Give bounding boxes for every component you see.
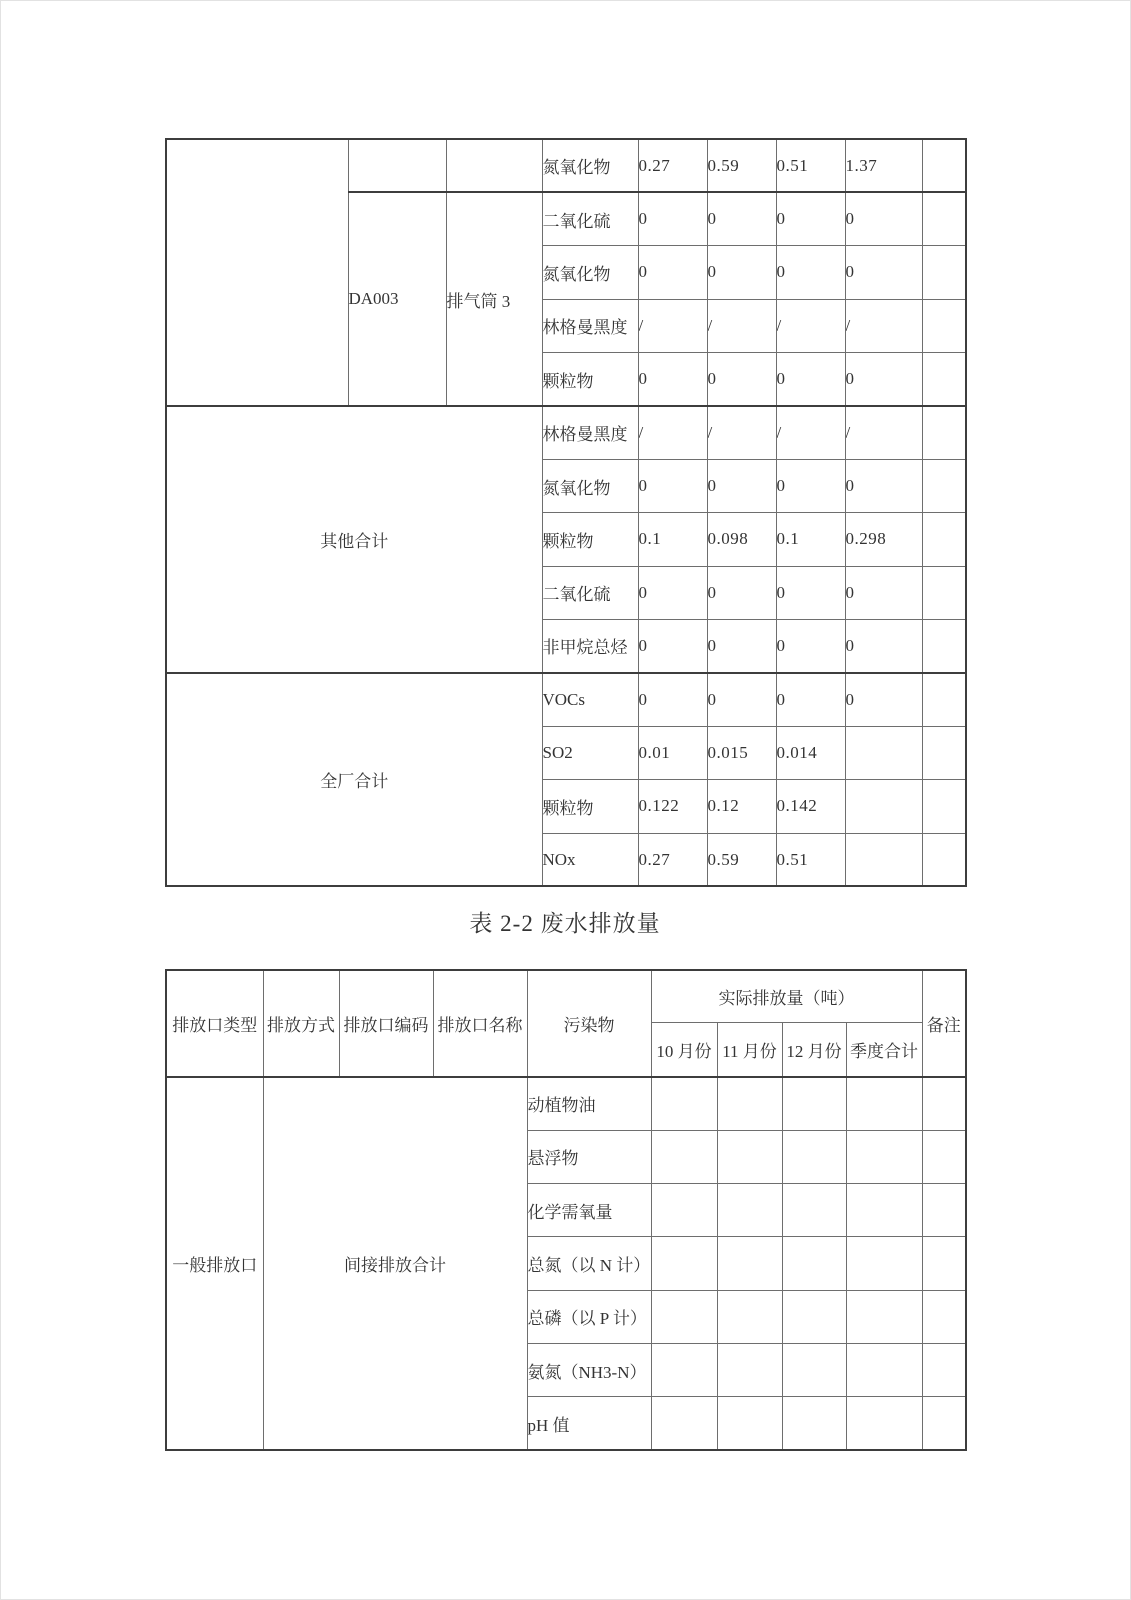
value-cell-3: / xyxy=(776,406,845,459)
value-cell-1: 0 xyxy=(638,459,707,512)
value-cell-1 xyxy=(651,1237,717,1290)
header-month-3: 12 月份 xyxy=(782,1022,846,1077)
value-cell-3: 0.51 xyxy=(776,833,845,886)
value-cell-1 xyxy=(651,1290,717,1343)
header-month-4: 季度合计 xyxy=(846,1022,922,1077)
pollutant-cell: 总磷（以 P 计） xyxy=(527,1290,651,1343)
value-cell-3: 0 xyxy=(776,246,845,299)
value-cell-2: 0 xyxy=(707,566,776,619)
value-cell-2: 0.015 xyxy=(707,726,776,779)
value-cell-1 xyxy=(651,1077,717,1130)
note-cell xyxy=(922,566,966,619)
value-cell-4: 0 xyxy=(845,620,922,673)
pollutant-cell: 非甲烷总烃 xyxy=(542,620,638,673)
pollutant-cell: 氮氧化物 xyxy=(542,246,638,299)
value-cell-2 xyxy=(717,1237,782,1290)
value-cell-3 xyxy=(782,1184,846,1237)
note-cell xyxy=(922,726,966,779)
value-cell-4: 0 xyxy=(845,353,922,406)
value-cell-1 xyxy=(651,1130,717,1183)
note-cell xyxy=(922,1290,966,1343)
value-cell-2 xyxy=(717,1130,782,1183)
value-cell-2: 0.59 xyxy=(707,139,776,192)
note-cell xyxy=(922,620,966,673)
value-cell-3: 0.1 xyxy=(776,513,845,566)
pollutant-cell: 化学需氧量 xyxy=(527,1184,651,1237)
pollutant-cell: VOCs xyxy=(542,673,638,726)
pollutant-cell: pH 值 xyxy=(527,1397,651,1450)
outlet-code-cell: DA003 xyxy=(348,192,446,406)
value-cell-4: 0 xyxy=(845,459,922,512)
value-cell-4 xyxy=(846,1237,922,1290)
value-cell-1: 0.27 xyxy=(638,139,707,192)
value-cell-2 xyxy=(717,1077,782,1130)
plant-total-label-cell: 全厂合计 xyxy=(166,673,542,887)
value-cell-4 xyxy=(845,726,922,779)
note-cell xyxy=(922,1397,966,1450)
value-cell-1 xyxy=(651,1397,717,1450)
pollutant-cell: 总氮（以 N 计） xyxy=(527,1237,651,1290)
value-cell-1 xyxy=(651,1343,717,1396)
note-cell xyxy=(922,513,966,566)
header-note: 备注 xyxy=(922,970,966,1077)
value-cell-1: 0 xyxy=(638,673,707,726)
value-cell-2 xyxy=(717,1397,782,1450)
header-outlet-code: 排放口编码 xyxy=(339,970,433,1077)
value-cell-4 xyxy=(846,1397,922,1450)
note-cell xyxy=(922,673,966,726)
value-cell-2 xyxy=(717,1184,782,1237)
value-cell-1: 0 xyxy=(638,353,707,406)
note-cell xyxy=(922,1077,966,1130)
pollutant-cell: 二氧化硫 xyxy=(542,566,638,619)
value-cell-3 xyxy=(782,1397,846,1450)
header-outlet-name: 排放口名称 xyxy=(433,970,527,1077)
value-cell-3 xyxy=(782,1077,846,1130)
value-cell-2: 0 xyxy=(707,459,776,512)
value-cell-3: 0 xyxy=(776,673,845,726)
pollutant-cell: 氮氧化物 xyxy=(542,139,638,192)
value-cell-4: / xyxy=(845,406,922,459)
note-cell xyxy=(922,353,966,406)
note-cell xyxy=(922,459,966,512)
header-actual-amount-group: 实际排放量（吨） xyxy=(651,970,922,1022)
value-cell-3: 0 xyxy=(776,620,845,673)
value-cell-4: / xyxy=(845,299,922,352)
table-row xyxy=(166,139,966,192)
value-cell-2: 0.12 xyxy=(707,780,776,833)
value-cell-3: 0 xyxy=(776,459,845,512)
pollutant-cell: 二氧化硫 xyxy=(542,192,638,245)
header-outlet-type: 排放口类型 xyxy=(166,970,263,1077)
pollutant-cell: 动植物油 xyxy=(527,1077,651,1130)
value-cell-4: 1.37 xyxy=(845,139,922,192)
note-cell xyxy=(922,1237,966,1290)
note-cell xyxy=(922,833,966,886)
outlet-type-cell xyxy=(166,139,348,406)
header-month-1: 10 月份 xyxy=(651,1022,717,1077)
note-cell xyxy=(922,1184,966,1237)
outlet-name-cell xyxy=(446,139,542,192)
table-row xyxy=(166,673,966,726)
outlet-name-cell: 排气筒 3 xyxy=(446,192,542,406)
value-cell-3 xyxy=(782,1130,846,1183)
value-cell-3: 0.142 xyxy=(776,780,845,833)
value-cell-2 xyxy=(717,1343,782,1396)
other-total-label-cell: 其他合计 xyxy=(166,406,542,673)
value-cell-2: 0 xyxy=(707,192,776,245)
value-cell-4 xyxy=(846,1130,922,1183)
value-cell-4 xyxy=(845,780,922,833)
waste-gas-table xyxy=(165,138,967,887)
pollutant-cell: 氨氮（NH3-N） xyxy=(527,1343,651,1396)
outlet-code-cell xyxy=(348,139,446,192)
note-cell xyxy=(922,192,966,245)
outlet-type-cell: 一般排放口 xyxy=(166,1077,263,1450)
value-cell-3 xyxy=(782,1237,846,1290)
note-cell xyxy=(922,139,966,192)
value-cell-1: / xyxy=(638,406,707,459)
discharge-total-cell: 间接排放合计 xyxy=(263,1077,527,1450)
value-cell-3: 0.51 xyxy=(776,139,845,192)
value-cell-4 xyxy=(845,833,922,886)
value-cell-4: 0 xyxy=(845,246,922,299)
pollutant-cell: 氮氧化物 xyxy=(542,459,638,512)
pollutant-cell: NOx xyxy=(542,833,638,886)
value-cell-4 xyxy=(846,1077,922,1130)
value-cell-3: 0 xyxy=(776,353,845,406)
value-cell-1: 0 xyxy=(638,566,707,619)
value-cell-2: 0.59 xyxy=(707,833,776,886)
header-pollutant: 污染物 xyxy=(527,970,651,1077)
value-cell-1: 0 xyxy=(638,192,707,245)
pollutant-cell: 颗粒物 xyxy=(542,513,638,566)
value-cell-4: 0 xyxy=(845,566,922,619)
value-cell-1: / xyxy=(638,299,707,352)
value-cell-4 xyxy=(846,1343,922,1396)
value-cell-2: / xyxy=(707,406,776,459)
note-cell xyxy=(922,406,966,459)
note-cell xyxy=(922,780,966,833)
value-cell-2: 0 xyxy=(707,620,776,673)
pollutant-cell: 林格曼黑度 xyxy=(542,406,638,459)
value-cell-3: 0.014 xyxy=(776,726,845,779)
value-cell-1: 0.01 xyxy=(638,726,707,779)
value-cell-1 xyxy=(651,1184,717,1237)
value-cell-4: 0 xyxy=(845,673,922,726)
table-2-2-title: 表 2-2 废水排放量 xyxy=(469,911,661,936)
pollutant-cell: 悬浮物 xyxy=(527,1130,651,1183)
value-cell-1: 0.27 xyxy=(638,833,707,886)
table-row xyxy=(166,1077,966,1130)
value-cell-1: 0.122 xyxy=(638,780,707,833)
value-cell-4 xyxy=(846,1184,922,1237)
value-cell-3: 0 xyxy=(776,192,845,245)
value-cell-2: 0 xyxy=(707,246,776,299)
value-cell-1: 0.1 xyxy=(638,513,707,566)
header-discharge-mode: 排放方式 xyxy=(263,970,339,1077)
note-cell xyxy=(922,299,966,352)
value-cell-3 xyxy=(782,1290,846,1343)
pollutant-cell: 林格曼黑度 xyxy=(542,299,638,352)
table-row xyxy=(166,406,966,459)
waste-water-table xyxy=(165,969,967,1451)
pollutant-cell: 颗粒物 xyxy=(542,780,638,833)
pollutant-cell: SO2 xyxy=(542,726,638,779)
note-cell xyxy=(922,246,966,299)
value-cell-2: 0.098 xyxy=(707,513,776,566)
header-month-2: 11 月份 xyxy=(717,1022,782,1077)
pollutant-cell: 颗粒物 xyxy=(542,353,638,406)
value-cell-3: 0 xyxy=(776,566,845,619)
value-cell-1: 0 xyxy=(638,246,707,299)
value-cell-4 xyxy=(846,1290,922,1343)
note-cell xyxy=(922,1343,966,1396)
value-cell-4: 0 xyxy=(845,192,922,245)
value-cell-3 xyxy=(782,1343,846,1396)
value-cell-4: 0.298 xyxy=(845,513,922,566)
value-cell-2: 0 xyxy=(707,353,776,406)
value-cell-1: 0 xyxy=(638,620,707,673)
value-cell-2: 0 xyxy=(707,673,776,726)
value-cell-3: / xyxy=(776,299,845,352)
value-cell-2: / xyxy=(707,299,776,352)
note-cell xyxy=(922,1130,966,1183)
value-cell-2 xyxy=(717,1290,782,1343)
table-row xyxy=(166,970,966,1022)
